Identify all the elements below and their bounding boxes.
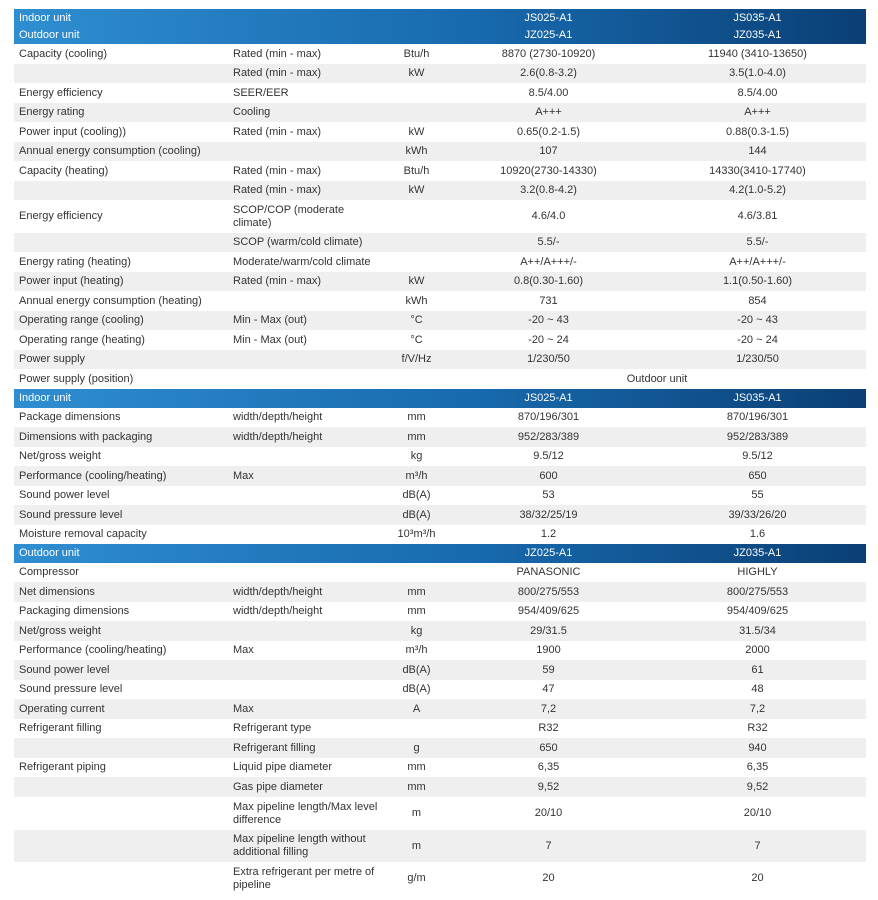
row-value-model-1: 9.5/12	[533, 450, 564, 462]
row-value-model-1: 954/409/625	[517, 605, 580, 617]
row-value-model-1: 9,52	[537, 780, 560, 793]
row-parameter: width/depth/height	[233, 605, 323, 617]
row-value-model-2: 8.5/4.00	[737, 86, 778, 99]
table-row	[14, 181, 866, 200]
row-value-model-1: PANASONIC	[516, 566, 581, 578]
row-value-model-2: 940	[748, 741, 767, 754]
row-value-model-2: 55	[751, 489, 764, 501]
row-value-model-2: 4.2(1.0-5.2)	[729, 184, 786, 196]
table-row	[14, 862, 866, 895]
row-unit: kWh	[405, 145, 428, 157]
row-label: Sound power level	[19, 663, 110, 676]
row-value-model-2: 6,35	[746, 761, 769, 773]
row-value-model-1: 3.2(0.8-4.2)	[520, 184, 577, 196]
table-row	[14, 122, 866, 142]
row-label: Sound power level	[19, 489, 110, 501]
row-parameter: Max	[233, 469, 254, 482]
section-header-row	[14, 389, 866, 408]
row-value-model-1: 731	[539, 294, 558, 307]
row-value-model-2: 48	[751, 683, 764, 695]
table-row	[14, 408, 866, 427]
row-label: Capacity (cooling)	[19, 47, 108, 60]
section-header-row	[14, 544, 866, 563]
row-value-model-1: 600	[539, 469, 558, 482]
row-unit: 10³m³/h	[397, 528, 436, 540]
row-value-model-2: A+++	[744, 106, 771, 118]
row-value-model-1: JS025-A1	[524, 11, 573, 24]
row-value-model-1: 1900	[536, 644, 561, 656]
row-value-model-2: 3.5(1.0-4.0)	[729, 67, 786, 79]
row-parameter: Max	[233, 644, 254, 656]
table-row	[14, 200, 866, 233]
table-row	[14, 447, 866, 466]
row-value-model-1: 4.6/4.0	[531, 210, 566, 222]
table-row	[14, 369, 866, 389]
row-value-model-2: 4.6/3.81	[737, 210, 778, 222]
row-value-model-2: HIGHLY	[737, 566, 778, 578]
row-parameter: width/depth/height	[233, 430, 323, 443]
table-row	[14, 486, 866, 505]
table-row	[14, 161, 866, 181]
table-row	[14, 602, 866, 621]
table-row	[14, 641, 866, 660]
row-value-model-1: 38/32/25/19	[519, 508, 578, 521]
row-unit: dB(A)	[402, 508, 431, 521]
row-label: Capacity (heating)	[19, 164, 109, 177]
row-label: Power supply (position)	[19, 372, 134, 385]
row-label: Indoor unit	[19, 11, 71, 24]
table-row	[14, 142, 866, 161]
row-unit: dB(A)	[402, 683, 431, 695]
row-value-model-1: JS025-A1	[524, 392, 573, 404]
row-value-model-1: 47	[542, 683, 555, 695]
row-unit: kg	[410, 624, 423, 637]
table-row	[14, 777, 866, 797]
row-unit: °C	[410, 333, 423, 346]
row-value-model-1: R32	[538, 722, 559, 734]
row-unit: mm	[407, 605, 426, 617]
row-unit: mm	[407, 585, 426, 598]
row-value-model-1: -20 ~ 24	[528, 333, 569, 346]
row-value-model-2: 952/283/389	[726, 430, 789, 443]
table-row	[14, 660, 866, 680]
row-label: Net/gross weight	[19, 450, 101, 462]
row-label: Sound pressure level	[19, 508, 123, 521]
row-value-model-1: JZ025-A1	[524, 547, 573, 559]
row-parameter: Rated (min - max)	[233, 184, 322, 196]
table-row	[14, 582, 866, 602]
row-value-model-2: 20	[751, 872, 764, 884]
row-value-model-2: 1.6	[749, 528, 766, 540]
row-parameter: width/depth/height	[233, 585, 323, 598]
row-value-model-1: 650	[539, 741, 558, 754]
table-row	[14, 350, 866, 369]
row-value-model-2: 14330(3410-17740)	[709, 164, 806, 177]
row-value-model-2: A++/A+++/-	[729, 255, 786, 268]
table-row	[14, 83, 866, 103]
row-label: Indoor unit	[19, 392, 71, 404]
row-value-model-2: 870/196/301	[726, 411, 789, 423]
row-label: Moisture removal capacity	[19, 528, 147, 540]
table-row	[14, 738, 866, 758]
row-unit: Btu/h	[403, 164, 430, 177]
row-value-model-1: JZ025-A1	[524, 29, 573, 41]
row-label: Dimensions with packaging	[19, 430, 153, 443]
row-value-model-2: JZ035-A1	[733, 547, 782, 559]
row-label: Operating current	[19, 702, 105, 715]
row-value-model-2: -20 ~ 43	[737, 314, 778, 326]
row-unit: m	[411, 807, 422, 819]
row-value-model-1: 59	[542, 663, 555, 676]
row-label: Packaging dimensions	[19, 605, 130, 617]
row-parameter: SCOP (warm/cold climate)	[233, 236, 363, 248]
row-value-model-2: 39/33/26/20	[728, 508, 787, 521]
row-value-model-1: 800/275/553	[517, 585, 580, 598]
row-unit: dB(A)	[402, 663, 431, 676]
row-value-model-1: 6,35	[537, 761, 560, 773]
table-row	[14, 330, 866, 350]
row-value-model-2: 31.5/34	[739, 624, 776, 637]
row-unit: m³/h	[405, 469, 428, 482]
table-row	[14, 64, 866, 83]
row-value-model-1: 8870 (2730-10920)	[501, 47, 596, 60]
row-label: Operating range (heating)	[19, 333, 145, 346]
row-unit: m	[411, 839, 422, 852]
row-value-model-2: 650	[748, 469, 767, 482]
row-value-model-1: 5.5/-	[537, 236, 560, 248]
row-label: Annual energy consumption (heating)	[19, 294, 202, 307]
table-row	[14, 252, 866, 272]
row-parameter: Max pipeline length without additional filling	[233, 833, 366, 858]
table-row	[14, 311, 866, 330]
row-value-model-1: A++/A+++/-	[520, 255, 577, 268]
row-value-model-1: 53	[542, 489, 555, 501]
row-value-model-2: 800/275/553	[726, 585, 789, 598]
row-value-model-1: 20	[542, 872, 555, 884]
row-parameter: Liquid pipe diameter	[233, 761, 333, 773]
row-value-model-2: JS035-A1	[733, 392, 782, 404]
row-unit: kg	[410, 450, 423, 462]
row-unit: m³/h	[405, 644, 428, 656]
row-unit: mm	[407, 411, 426, 423]
row-label: Energy rating (heating)	[19, 255, 131, 268]
row-value-model-2: 0.88(0.3-1.5)	[726, 125, 789, 138]
row-value-model-1: 107	[539, 145, 558, 157]
row-value-model-2: JZ035-A1	[733, 29, 782, 41]
row-value-model-2: 20/10	[743, 807, 772, 819]
row-value-model-1: 10920(2730-14330)	[500, 164, 597, 177]
row-value-model-1: 952/283/389	[517, 430, 580, 443]
row-unit: °C	[410, 314, 423, 326]
row-parameter: Rated (min - max)	[233, 125, 322, 138]
row-label: Sound pressure level	[19, 683, 123, 695]
row-label: Outdoor unit	[19, 29, 80, 41]
table-row	[14, 44, 866, 64]
row-value-model-1: -20 ~ 43	[528, 314, 569, 326]
table-row	[14, 680, 866, 699]
row-unit: kW	[408, 125, 425, 138]
row-parameter: Moderate/warm/cold climate	[233, 255, 371, 268]
row-label: Outdoor unit	[19, 547, 80, 559]
row-label: Refrigerant filling	[19, 722, 102, 734]
row-value-model-2: 7,2	[749, 702, 766, 715]
row-unit: f/V/Hz	[401, 353, 432, 365]
row-value-model-2: 1/230/50	[736, 353, 779, 365]
row-unit: A	[412, 702, 421, 715]
row-parameter: Extra refrigerant per metre of pipeline	[233, 865, 375, 891]
row-label: Power input (cooling))	[19, 125, 126, 138]
row-unit: Btu/h	[403, 47, 430, 60]
row-label: Power input (heating)	[19, 275, 124, 287]
row-label: Annual energy consumption (cooling)	[19, 145, 201, 157]
row-parameter: Cooling	[233, 106, 271, 118]
row-label: Energy efficiency	[19, 210, 103, 222]
row-unit: mm	[407, 780, 426, 793]
row-parameter: SEER/EER	[233, 86, 289, 99]
row-parameter: Min - Max (out)	[233, 333, 307, 346]
row-unit: kW	[408, 67, 425, 79]
row-value-model-1: 2.6(0.8-3.2)	[520, 67, 577, 79]
row-unit: kW	[408, 275, 425, 287]
row-parameter: Rated (min - max)	[233, 164, 322, 177]
row-label: Operating range (cooling)	[19, 314, 144, 326]
row-label: Performance (cooling/heating)	[19, 469, 167, 482]
section-header-row	[14, 9, 866, 27]
row-value-model-2: 61	[751, 663, 764, 676]
table-row	[14, 505, 866, 525]
row-label: Compressor	[19, 566, 79, 578]
table-row	[14, 291, 866, 311]
row-value-model-2: JS035-A1	[733, 11, 782, 24]
table-row	[14, 103, 866, 122]
row-value-model-1: 870/196/301	[517, 411, 580, 423]
row-value-model-1: 29/31.5	[530, 624, 567, 637]
row-value-model-2: R32	[747, 722, 768, 734]
row-parameter: Max pipeline length/Max level difference	[233, 800, 378, 826]
row-value-model-2: 854	[748, 294, 767, 307]
row-value-model-2: 144	[748, 145, 767, 157]
row-unit: dB(A)	[402, 489, 431, 501]
row-value-model-2: 9.5/12	[742, 450, 773, 462]
table-row	[14, 699, 866, 719]
row-parameter: Rated (min - max)	[233, 67, 322, 79]
row-value-model-1: 20/10	[534, 807, 563, 819]
row-unit: g	[413, 741, 420, 754]
row-parameter: Refrigerant type	[233, 722, 312, 734]
table-row	[14, 563, 866, 582]
row-label: Package dimensions	[19, 411, 121, 423]
row-label: Energy rating	[19, 106, 85, 118]
row-value-model-1: 1/230/50	[527, 353, 570, 365]
row-value-model-1: 0.8(0.30-1.60)	[513, 275, 584, 287]
row-parameter: Min - Max (out)	[233, 314, 307, 326]
row-value-model-1: 7,2	[540, 702, 557, 715]
section-header-row	[14, 27, 866, 44]
row-label: Energy efficiency	[19, 86, 103, 99]
table-row	[14, 758, 866, 777]
row-value-model-2: 1.1(0.50-1.60)	[722, 275, 793, 287]
table-row	[14, 466, 866, 486]
row-parameter: Rated (min - max)	[233, 275, 322, 287]
row-parameter: Gas pipe diameter	[233, 780, 323, 793]
row-value-model-1: A+++	[535, 106, 562, 118]
row-value-model-2: 7	[754, 839, 761, 852]
row-label: Net dimensions	[19, 585, 95, 598]
table-row	[14, 233, 866, 252]
row-unit: kW	[408, 184, 425, 196]
table-row	[14, 621, 866, 641]
row-value-merged: Outdoor unit	[626, 372, 688, 385]
row-label: Power supply	[19, 353, 86, 365]
table-row	[14, 719, 866, 738]
row-unit: mm	[407, 430, 426, 443]
row-parameter: Max	[233, 702, 254, 715]
row-value-model-1: 0.65(0.2-1.5)	[517, 125, 580, 138]
row-unit: kWh	[405, 294, 428, 307]
row-parameter: width/depth/height	[233, 411, 323, 423]
table-row	[14, 427, 866, 447]
spec-table	[14, 9, 866, 895]
row-value-model-2: 9,52	[746, 780, 769, 793]
row-label: Refrigerant piping	[19, 761, 106, 773]
row-value-model-1: 8.5/4.00	[528, 86, 569, 99]
table-row	[14, 525, 866, 544]
row-parameter: Refrigerant filling	[233, 741, 316, 754]
row-unit: mm	[407, 761, 426, 773]
row-value-model-2: 954/409/625	[726, 605, 789, 617]
row-label: Performance (cooling/heating)	[19, 644, 167, 656]
row-value-model-2: 2000	[745, 644, 770, 656]
row-value-model-2: 11940 (3410-13650)	[708, 47, 807, 60]
table-row	[14, 272, 866, 291]
row-parameter: SCOP/COP (moderate climate)	[233, 203, 345, 229]
row-value-model-2: 5.5/-	[746, 236, 769, 248]
table-row	[14, 797, 866, 830]
row-value-model-2: -20 ~ 24	[737, 333, 778, 346]
row-unit: g/m	[407, 872, 426, 884]
row-value-model-1: 1.2	[540, 528, 557, 540]
row-parameter: Rated (min - max)	[233, 47, 322, 60]
row-value-model-1: 7	[545, 839, 552, 852]
row-label: Net/gross weight	[19, 624, 101, 637]
table-row	[14, 830, 866, 862]
